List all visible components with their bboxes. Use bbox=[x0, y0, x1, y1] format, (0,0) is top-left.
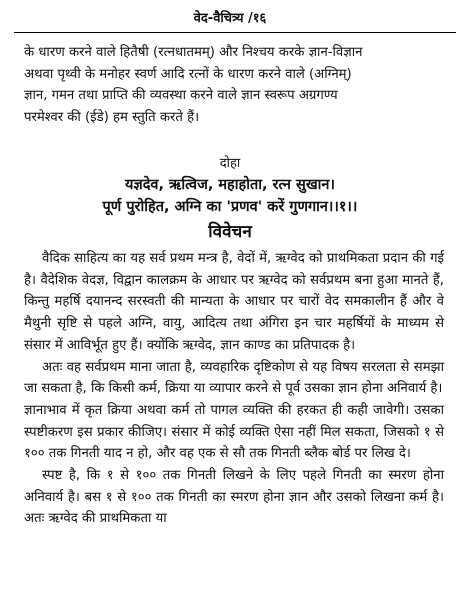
paragraph-2: अतः वह सर्वप्रथम माना जाता है, व्यवहारिक दृष्टिकोण से यह विषय सरलता से समझा जा सकता है, कि किसी कर्म, क्रिया या व्यापार करने से पूर्व उसका ज्ञान होना अनिवार्य है। bbox=[24, 359, 444, 397]
paragraph-1: वैदिक साहित्य का यह सर्व प्रथम मन्त्र है, वेदों में, ऋग्वेद को प्राथमिकता प्रदान की गई है। वैदेशिक वेदज्ञ, विद्वान कालक्रम के आधार पर ऋग्वेद को सर्वप्रथम बना हुआ मानते हैं, किन्तु महर्षि दयानन्द सरस्वती की मान्यता के आधार पर चारों वेद समकालीन हैं और वे मैथुनी सृष्टि से पहले अग्नि, वायु, आदित्य तथा अंगिरा इन चार महर्षियों के माध्यम से संसार में आविर्भूत हुए हैं। क्योंकि ऋग्वेद, ज्ञान काण्ड का प्रतिपादक है। bbox=[24, 251, 444, 353]
running-header: वेद-वैचित्र्य /१६ bbox=[193, 11, 267, 26]
doha-verse bbox=[0, 174, 460, 218]
doha-line: पूर्ण पुरोहित, अग्नि का 'प्रणव' करें गुणगान।।१।। bbox=[102, 199, 358, 215]
section-heading: विवेचन bbox=[208, 222, 252, 242]
doha-line: यज्ञदेव, ऋत्विज, महाहोता, रत्न सुखान। bbox=[125, 177, 335, 193]
body-text bbox=[24, 248, 444, 530]
intro-text bbox=[24, 42, 444, 129]
intro-line: अथवा पृथ्वी के मनोहर स्वर्ण आदि रत्नों के धारण करने वाले (अग्निम्) bbox=[24, 66, 352, 82]
intro-line: के धारण करने वाले हितैषी (रत्नधातमम्) और निश्चय करके ज्ञान-विज्ञान bbox=[24, 45, 363, 60]
header-rule bbox=[14, 32, 456, 33]
doha-title: दोहा bbox=[219, 156, 241, 171]
paragraph-4: स्पष्ट है, कि १ से १०० तक गिनती लिखने के लिए पहले गिनती का स्मरण होना अनिवार्य है। बस १ से १०० तक गिनती का स्मरण होना ज्ञान और उसको लिखना कर्म है। अतः ऋग्वेद की प्राथमिकता या bbox=[24, 468, 444, 527]
paragraph-3: ज्ञानाभाव में कृत क्रिया अथवा कर्म तो पागल व्यक्ति की हरकत ही कही जावेगी। उसका स्पष्टीकरण इस प्रकार कीजिए। संसार में कोई व्यक्ति ऐसा नहीं मिल सकता, जिसको १ से १०० तक गिनती याद न हो, और वह एक से सौ तक गिनती ब्लैक बोर्ड पर लिख दे। bbox=[24, 402, 444, 462]
intro-line: ज्ञान, गमन तथा प्राप्ति की व्यवस्था करने वाले ज्ञान स्वरूप अग्रगण्य bbox=[24, 88, 338, 104]
intro-line: परमेश्वर की (ईडे) हम स्तुति करते हैं। bbox=[24, 110, 200, 126]
